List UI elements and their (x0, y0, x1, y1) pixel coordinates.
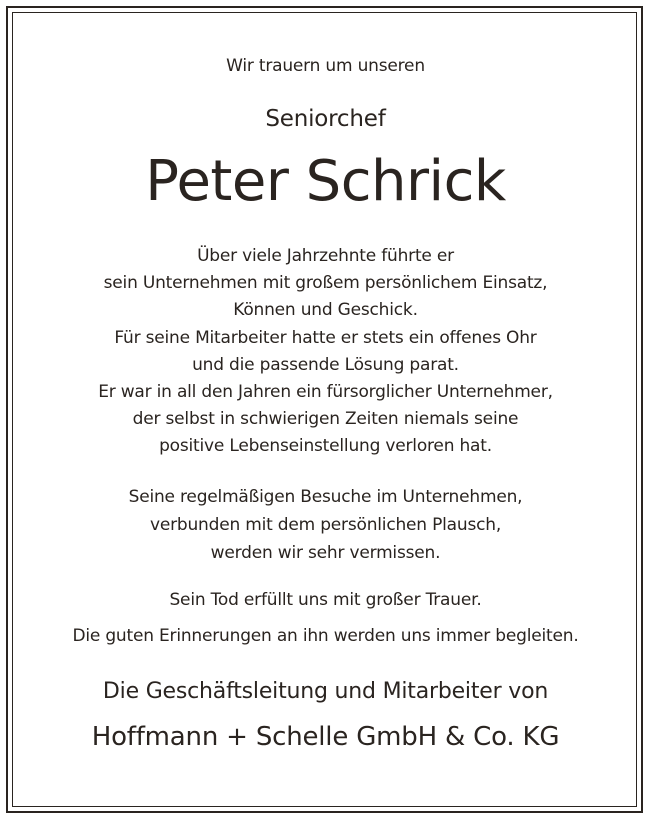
paragraph-1-line: Er war in all den Jahren ein fürsorglicher Unternehmer, (98, 382, 553, 403)
paragraph-1 (20, 243, 631, 461)
paragraph-2-line: werden wir sehr vermissen. (210, 543, 441, 563)
paragraph-1-line: sein Unternehmen mit großem persönlichem Einsatz, (103, 273, 548, 294)
paragraph-1-line: Über viele Jahrzehnte führte er (197, 246, 454, 266)
signature-line-1: Die Geschäftsleitung und Mitarbeiter von (102, 679, 549, 704)
deceased-name: Peter Schrick (145, 149, 506, 214)
signature-company: Hoffmann + Schelle GmbH & Co. KG (91, 722, 560, 752)
role-title: Seniorchef (265, 106, 386, 132)
paragraph-2 (20, 483, 631, 567)
paragraph-2-line: Seine regelmäßigen Besuche im Unternehmen, (128, 487, 523, 507)
paragraph-1-line: Können und Geschick. (233, 300, 418, 321)
paragraph-2-line: verbunden mit dem persönlichen Plausch, (149, 515, 502, 535)
paragraph-3b: Die guten Erinnerungen an ihn werden uns immer begleiten. (72, 626, 579, 646)
paragraph-1-line: Für seine Mitarbeiter hatte er stets ein offenes Ohr (114, 327, 537, 348)
paragraph-3a: Sein Tod erfüllt uns mit großer Trauer. (169, 590, 482, 610)
paragraph-1-line: positive Lebenseinstellung verloren hat. (159, 436, 492, 457)
paragraph-1-line: der selbst in schwierigen Zeiten niemals seine (132, 409, 519, 430)
paragraph-1-line: und die passende Lösung parat. (192, 354, 459, 375)
intro-text: Wir trauern um unseren (226, 56, 425, 76)
